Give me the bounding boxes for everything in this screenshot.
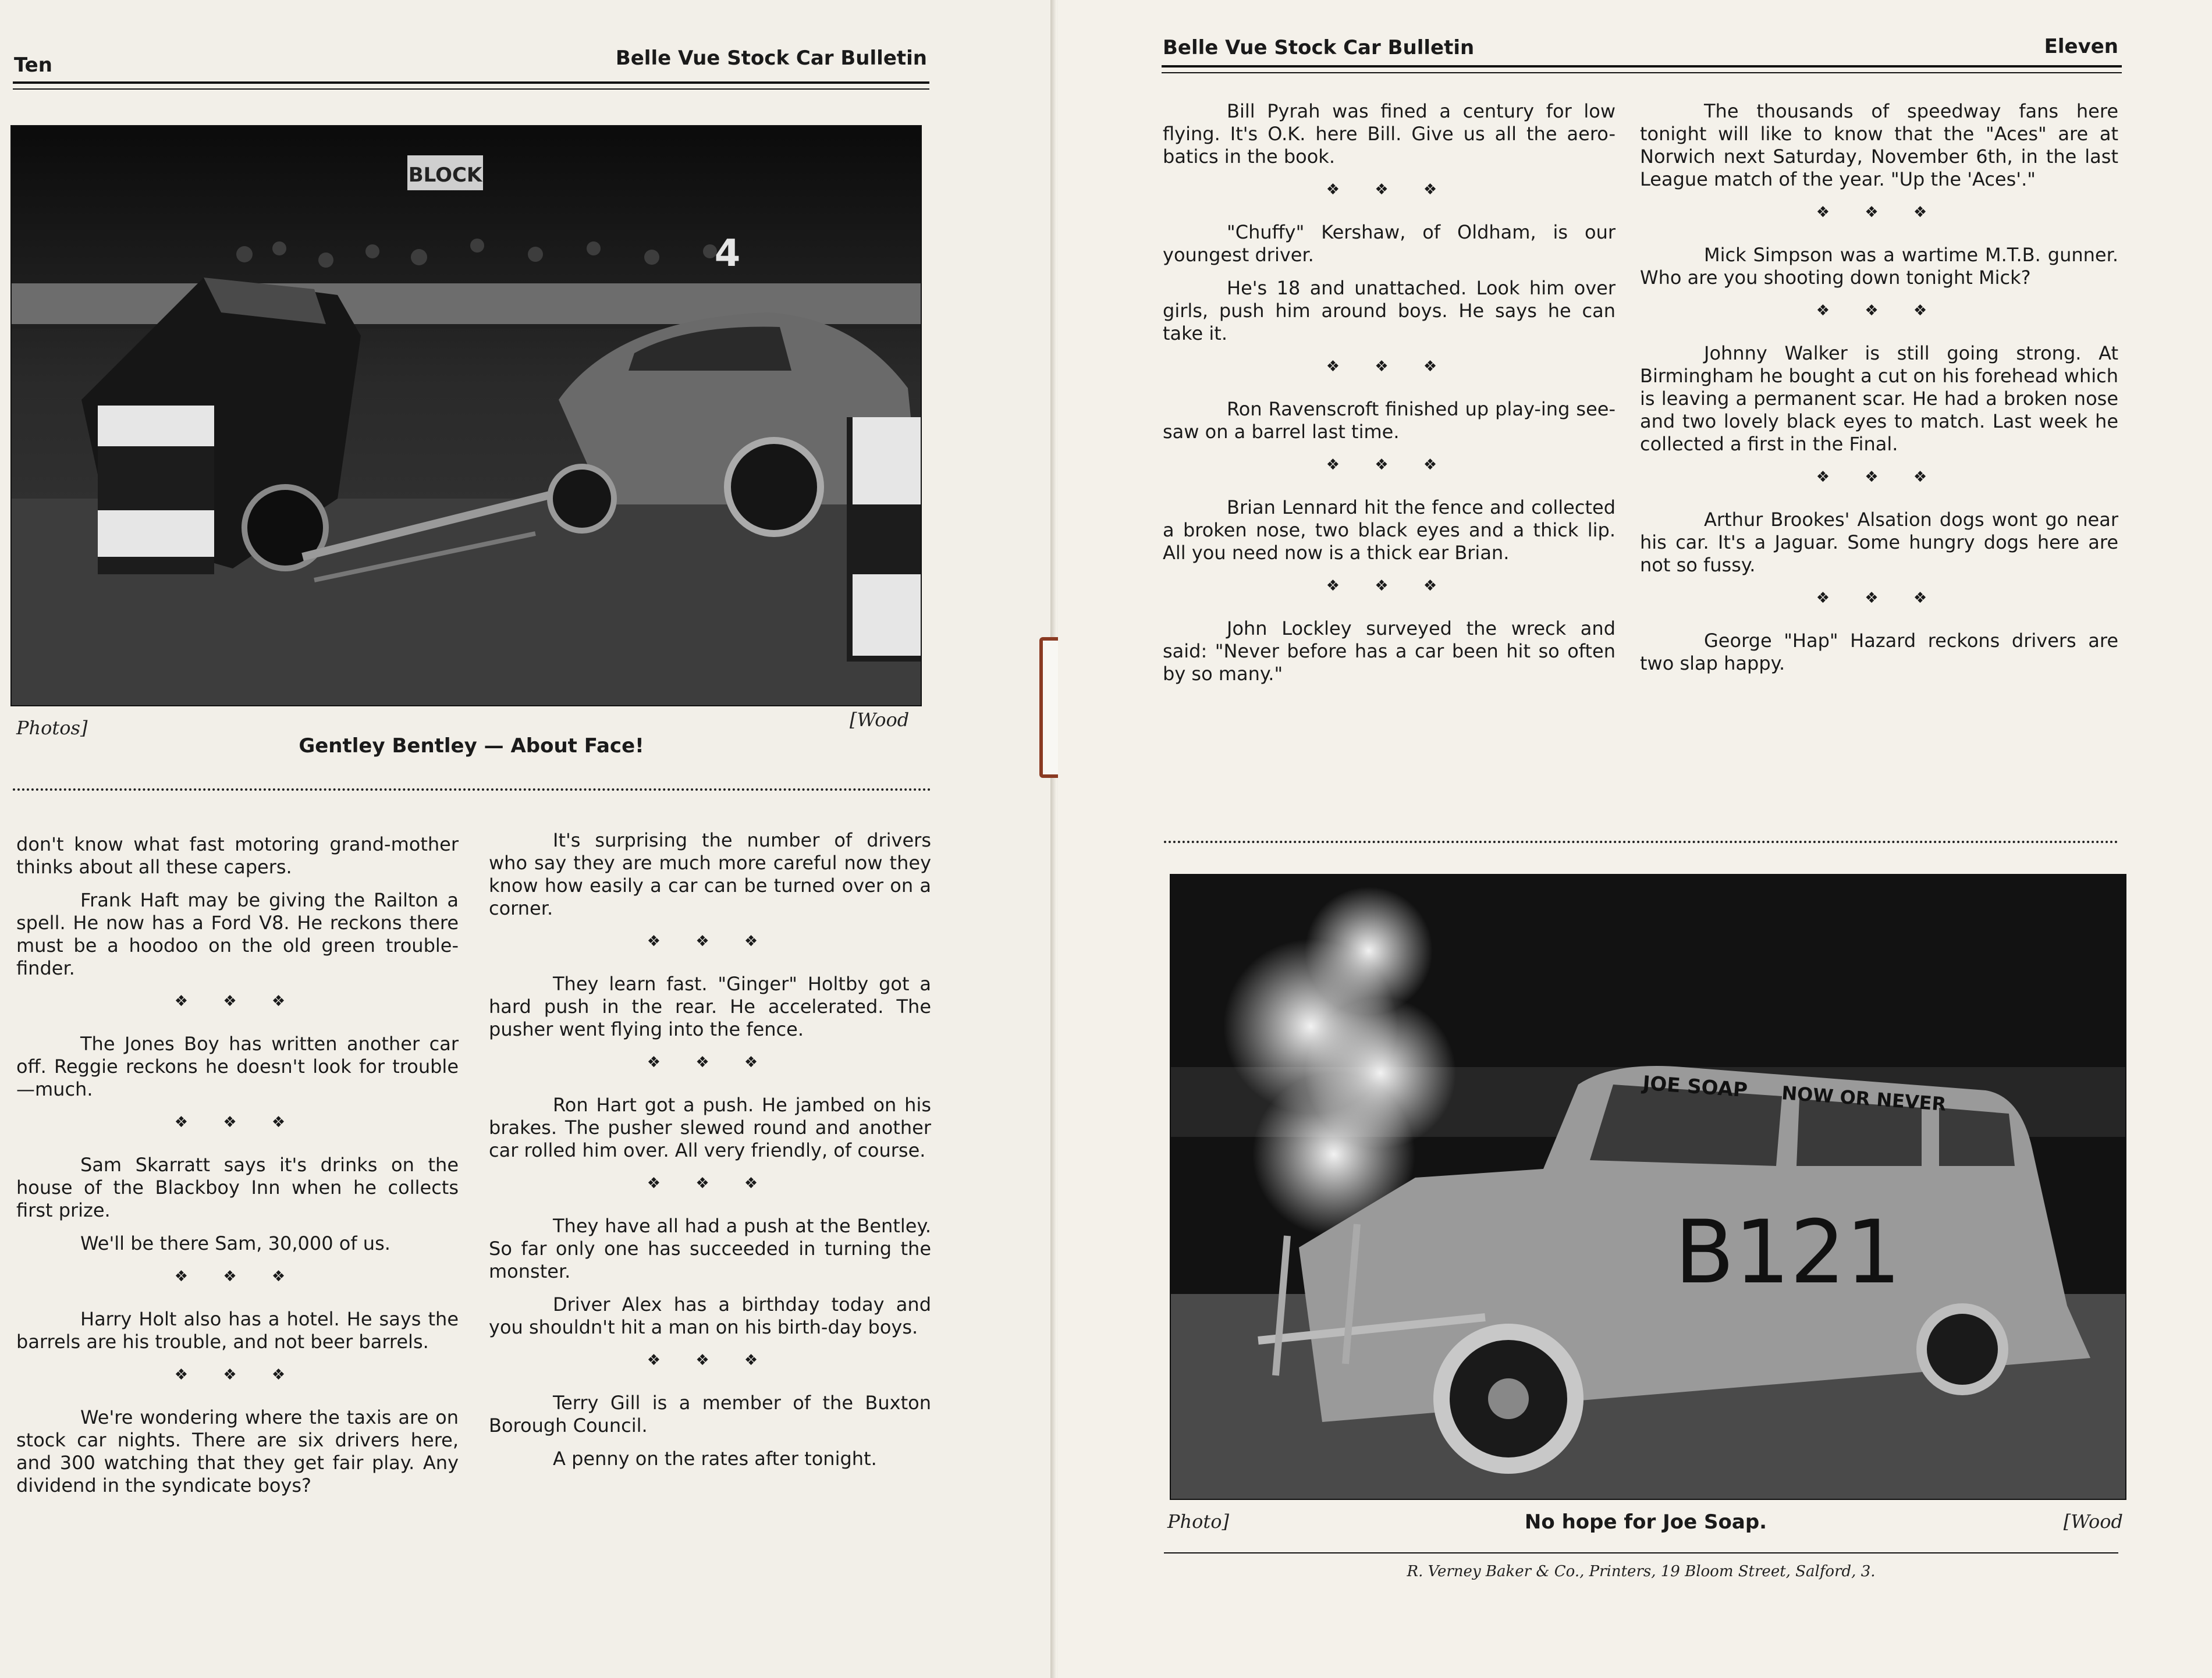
- photo-smoking-car: [1170, 874, 2126, 1500]
- photo-credit-right-right: [Wood: [2063, 1510, 2123, 1533]
- ornament-separator: ❖ ❖ ❖: [174, 1366, 301, 1384]
- paragraph: They learn fast. "Ginger" Holtby got a hard push in the rear. He accelerated. The pusher went flying into the fence.: [489, 973, 931, 1040]
- ornament-separator: ❖ ❖ ❖: [174, 1114, 301, 1131]
- photo-car-number: 4: [714, 232, 741, 275]
- paragraph: It's surprising the number of drivers who say they are much more careful now they know how easily a car can be turned over on a corner.: [489, 829, 931, 919]
- car-roof-text-left: JOE SOAP: [1642, 1071, 1749, 1103]
- photo-illustration: [12, 126, 921, 705]
- page-ten: [0, 0, 1058, 1678]
- text-column-1: [16, 833, 459, 1508]
- header-rule-thin: [13, 88, 929, 90]
- paragraph: Arthur Brookes' Alsation dogs wont go near his car. It's a Jaguar. Some hungry dogs here are not so fussy.: [1640, 509, 2118, 576]
- page-number-label: Ten: [14, 54, 52, 77]
- paragraph: George "Hap" Hazard reckons drivers are two slap happy.: [1640, 630, 2118, 674]
- paragraph: The thousands of speedway fans here tonight will like to know that the "Aces" are at Norwich next Saturday, November 6th, in the last League match of the year. "Up the 'Aces'.": [1640, 100, 2118, 190]
- text-column-2: [489, 829, 931, 1481]
- ornament-separator: ❖ ❖ ❖: [647, 1352, 773, 1369]
- car-roof-text-right: NOW OR NEVER: [1781, 1082, 1947, 1115]
- paragraph: They have all had a push at the Bentley. So far only one has succeeded in turning the monster.: [489, 1215, 931, 1282]
- photo-credit-right: [Wood: [850, 709, 910, 731]
- paragraph: Sam Skarratt says it's drinks on the house of the Blackboy Inn when he collects first prize.: [16, 1154, 459, 1221]
- photo-credit-left-right: Photo]: [1167, 1510, 1230, 1533]
- paragraph: "Chuffy" Kershaw, of Oldham, is our youngest driver.: [1163, 221, 1615, 266]
- paragraph: Terry Gill is a member of the Buxton Borough Council.: [489, 1392, 931, 1437]
- ornament-separator: ❖ ❖ ❖: [1816, 302, 1943, 319]
- ornament-separator: ❖ ❖ ❖: [1326, 181, 1453, 198]
- paragraph: We're wondering where the taxis are on stock car nights. There are six drivers here, and 300 watching that they get fair play. Any dividend in the syndicate boys?: [16, 1406, 459, 1496]
- ornament-separator: ❖ ❖ ❖: [1816, 204, 1943, 221]
- paragraph: Driver Alex has a birthday today and you shouldn't hit a man on his birth-day boys.: [489, 1293, 931, 1338]
- photo-credit-left: Photos]: [16, 717, 88, 739]
- ornament-separator: ❖ ❖ ❖: [1816, 589, 1943, 607]
- paragraph: Mick Simpson was a wartime M.T.B. gunner. Who are you shooting down tonight Mick?: [1640, 244, 2118, 289]
- ornament-separator: ❖ ❖ ❖: [647, 1175, 773, 1192]
- printer-imprint: R. Verney Baker & Co., Printers, 19 Bloom Street, Salford, 3.: [1407, 1563, 1876, 1580]
- header-rule-right: [1162, 65, 2122, 67]
- paragraph: The Jones Boy has written another car off. Reggie reckons he doesn't look for trouble—much.: [16, 1033, 459, 1100]
- photo-crashed-cars: [10, 125, 922, 706]
- header-rule-thin-right: [1162, 72, 2122, 73]
- paragraph: Ron Hart got a push. He jambed on his brakes. The pusher slewed round and another car rolled him over. All very friendly, of course.: [489, 1094, 931, 1161]
- ornament-separator: ❖ ❖ ❖: [647, 933, 773, 950]
- barrel-right: [847, 417, 921, 662]
- paragraph: Ron Ravenscroft finished up play-ing see-saw on a barrel last time.: [1163, 398, 1615, 443]
- running-title-right: Belle Vue Stock Car Bulletin: [1163, 36, 1475, 59]
- section-divider: [13, 788, 931, 791]
- ornament-separator: ❖ ❖ ❖: [174, 993, 301, 1010]
- photo-caption: Gentley Bentley — About Face!: [299, 734, 644, 758]
- photo-illustration-right: [1171, 875, 2125, 1499]
- paragraph: Johnny Walker is still going strong. At Birmingham he bought a cut on his forehead which is leaving a permanent scar. He had a broken nose and two lovely black eyes to match. Last week he collected a first in the Final.: [1640, 342, 2118, 455]
- car-door-number: B121: [1674, 1202, 1901, 1303]
- page-number-label-right: Eleven: [2044, 35, 2118, 58]
- photo-banner-text: BLOCK: [408, 163, 482, 187]
- photo-caption-right: No hope for Joe Soap.: [1524, 1510, 1767, 1534]
- ornament-separator: ❖ ❖ ❖: [1326, 358, 1453, 375]
- ornament-separator: ❖ ❖ ❖: [647, 1054, 773, 1071]
- ornament-separator: ❖ ❖ ❖: [174, 1268, 301, 1285]
- section-divider-right: [1164, 841, 2118, 843]
- running-title: Belle Vue Stock Car Bulletin: [615, 47, 927, 70]
- text-column-4: [1640, 100, 2118, 685]
- ornament-separator: ❖ ❖ ❖: [1326, 577, 1453, 595]
- paragraph: John Lockley surveyed the wreck and said: "Never before has a car been hit so often by so many.": [1163, 617, 1615, 685]
- header-rule: [13, 81, 929, 84]
- paragraph: Bill Pyrah was fined a century for low flying. It's O.K. here Bill. Give us all the aero-batics in the book.: [1163, 100, 1615, 168]
- paragraph: Frank Haft may be giving the Railton a spell. He now has a Ford V8. He reckons there must be a hoodoo on the old green trouble-finder.: [16, 889, 459, 979]
- paragraph: Brian Lennard hit the fence and collected a broken nose, two black eyes and a thick lip. All you need now is a thick ear Brian.: [1163, 496, 1615, 564]
- ornament-separator: ❖ ❖ ❖: [1816, 468, 1943, 486]
- footer-rule: [1164, 1552, 2118, 1553]
- paragraph: He's 18 and unattached. Look him over girls, push him around boys. He says he can take it.: [1163, 277, 1615, 344]
- paragraph: don't know what fast motoring grand-mother thinks about all these capers.: [16, 833, 459, 878]
- page-eleven: [1058, 0, 2212, 1678]
- text-column-3: [1163, 100, 1615, 696]
- barrel-left: [98, 406, 214, 574]
- paragraph: A penny on the rates after tonight.: [553, 1448, 877, 1470]
- ornament-separator: ❖ ❖ ❖: [1326, 456, 1453, 474]
- paragraph: Harry Holt also has a hotel. He says the barrels are his trouble, and not beer barrels.: [16, 1308, 459, 1353]
- paragraph: We'll be there Sam, 30,000 of us.: [80, 1232, 390, 1254]
